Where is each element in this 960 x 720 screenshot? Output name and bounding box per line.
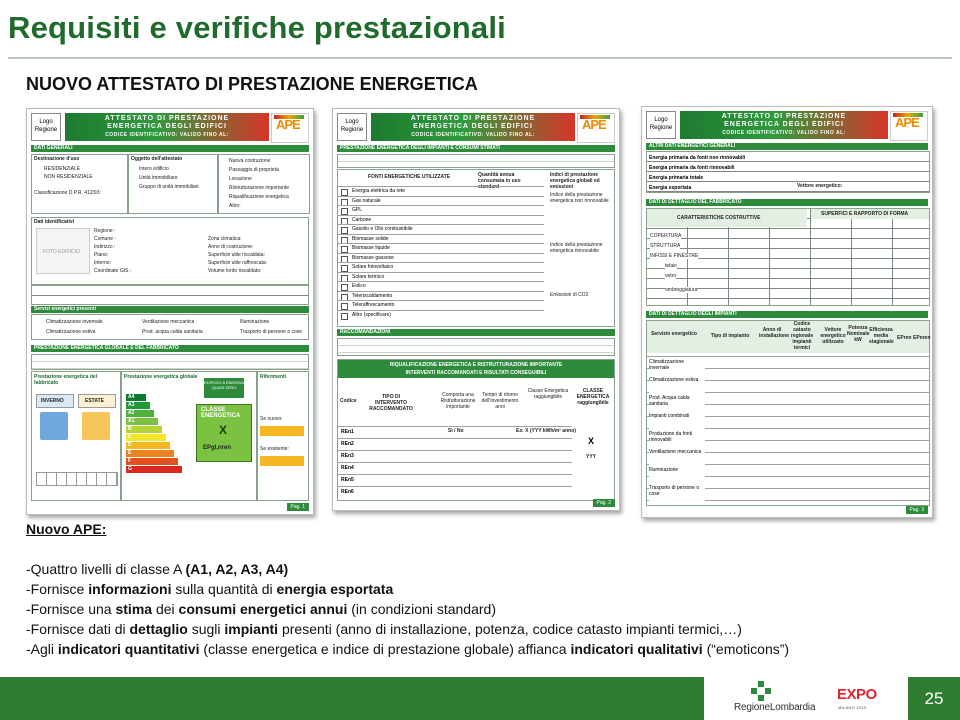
summary-line-5 <box>26 639 956 659</box>
regione-lombardia-logo-icon <box>751 681 771 701</box>
fonte-checkbox[interactable] <box>341 313 348 320</box>
residenziale-label: RESIDENZIALE <box>44 166 81 172</box>
ep-label: EPgl,nren <box>203 445 232 451</box>
band-line-2: ENERGETICA DEGLI EDIFICI <box>724 121 844 128</box>
band-line-1: ATTESTATO DI PRESTAZIONE <box>721 113 847 120</box>
title-divider <box>8 57 952 59</box>
foto-label: FOTO EDIFICIO <box>43 249 80 255</box>
col-tempo: Tempo di ritorno dell'investimento anni <box>481 392 519 410</box>
energy-class-bar: A1 <box>126 418 158 425</box>
l5-a: -Agli <box>26 641 58 657</box>
energy-class-bar: F <box>126 458 178 465</box>
expo-sub: MILANO 2015 <box>838 705 867 710</box>
motivazione-box <box>218 154 310 214</box>
fonte-label: Teleriscaldamento <box>352 292 393 299</box>
l3-d: consumi energetici annui <box>178 601 348 617</box>
energia-row: Energia esportata <box>649 185 692 191</box>
section-dettaglio-fabbricato: DATI DI DETTAGLIO DEL FABBRICATO <box>646 199 928 206</box>
summary-line-4 <box>26 619 956 639</box>
nuovo-ape-summary <box>26 519 956 659</box>
volume-label: Volume lordo riscaldato: <box>208 268 262 274</box>
riferimenti-label: Riferimenti <box>260 374 287 380</box>
illuminazione-label: Illuminazione <box>240 319 270 325</box>
fonte-label: Altro (specificare) <box>352 311 391 318</box>
clim-inv-label: Climatizzazione invernale <box>46 319 103 325</box>
superficie-raff-label: Superficie utile raffrescata: <box>208 260 268 266</box>
fonte-row <box>338 186 544 196</box>
nuova-costruzione-label: Nuova costruzione <box>229 158 271 164</box>
struttura-label: STRUTTURA <box>650 243 681 249</box>
riqualificazione-table <box>337 359 615 501</box>
band-code: CODICE IDENTIFICATIVO: VALIDO FINO AL: <box>105 132 229 138</box>
acqua-label: Prod. acqua calda sanitaria <box>142 329 203 335</box>
altro-label: Altro: <box>229 203 241 209</box>
col-quantita: Quantità annua consumata in uso standard <box>478 172 521 190</box>
fonte-row <box>338 205 544 215</box>
logo-regione-placeholder: Logo Regione <box>31 113 61 141</box>
fabbricato-label: Prestazione energetica del fabbricato <box>34 374 98 386</box>
col-potenza: Potenza Nominale kW <box>847 325 870 343</box>
band-code: CODICE IDENTIFICATIVO: VALIDO FINO AL: <box>411 132 535 138</box>
col-efficienza: Efficienza media stagionale <box>869 327 894 345</box>
fonti-list <box>338 186 544 319</box>
classificazione-label: Classificazione D.P.R. 412/93: <box>34 190 101 196</box>
energy-class-bar: G <box>126 466 182 473</box>
section-altri-dati: ALTRI DATI ENERGETICI GENERALI <box>646 143 928 150</box>
servizi-box <box>31 314 309 340</box>
superficie-risc-label: Superficie utile riscaldata: <box>208 252 265 258</box>
inverno-panel <box>36 394 74 408</box>
ape-logo-2 <box>577 113 615 143</box>
house-winter-icon <box>40 412 68 440</box>
interno-label: Interno: <box>94 260 111 266</box>
riqualificazione-label: Riqualificazione energetica <box>229 194 289 200</box>
fonte-label: Solare termico <box>352 273 385 280</box>
intervento-row: REn2 <box>338 438 572 450</box>
col-vettore: Vettore energetico utilizzato <box>820 327 846 345</box>
destinazione-label: Destinazione d'uso <box>34 156 80 162</box>
fonte-row <box>338 224 544 234</box>
fonte-row <box>338 300 544 310</box>
energy-class-bar: B <box>126 426 162 433</box>
l1-a: -Quattro livelli di classe A <box>26 561 186 577</box>
fonte-row <box>338 262 544 272</box>
piano-label: Piano: <box>94 252 109 258</box>
raccomandazioni-description <box>337 338 615 356</box>
se-esistente-bar <box>260 456 304 466</box>
fonte-row <box>338 272 544 282</box>
edificio-zero-badge: EDIFICIO A ENERGIA QUASI ZERO <box>204 378 244 398</box>
slide-number: 25 <box>924 689 944 708</box>
l5-b: indicatori quantitativi <box>57 641 200 657</box>
telaio-label: telaio <box>665 263 677 269</box>
servizio-row: Produzione da fonti rinnovabili <box>649 429 705 447</box>
fonte-label: GPL <box>352 207 363 213</box>
riqualificazione-title: RIQUALIFICAZIONE ENERGETICA E RISTRUTTURAZIONE IMPORTANTE <box>389 362 563 368</box>
col-servizio: Servizio energetico <box>651 331 697 337</box>
band-line-2: ENERGETICA DEGLI EDIFICI <box>107 123 227 130</box>
fonti-table <box>337 169 615 327</box>
fonte-label: Biomasse solide <box>352 235 389 242</box>
fonte-label: Solare fotovoltaico <box>352 264 394 270</box>
servizio-row: Impianti combinati <box>649 411 705 429</box>
l3-c: dei <box>152 601 179 617</box>
l2-c: sulla quantità di <box>171 581 277 597</box>
fonte-label: Gas naturale <box>352 197 381 204</box>
l4-e: presenti (anno di installazione, potenza, codice catasto impianti termici,…) <box>278 621 742 637</box>
fonte-row <box>338 215 544 225</box>
energy-class-bar: A3 <box>126 402 150 409</box>
impianti-table <box>646 320 930 506</box>
prestazione-description <box>31 354 309 370</box>
servizio-row: Climatizzazione estiva <box>649 375 705 393</box>
classe-label: CLASSE ENERGETICA <box>201 407 241 419</box>
col-tipo: TIPO DI INTERVENTO RACCOMANDATO <box>369 394 413 412</box>
ape-page-3 <box>641 106 933 518</box>
trasporto-label: Trasporto di persone o cose <box>240 329 303 335</box>
ape-logo-text: APE <box>276 117 300 132</box>
energia-row: Energia primaria totale <box>649 175 704 181</box>
summary-heading: Nuovo APE: <box>26 521 107 537</box>
infissi-label: INFISSI E FINESTRE <box>650 253 699 259</box>
globale-box <box>121 371 257 501</box>
energy-class-scale <box>126 394 182 474</box>
estate-panel <box>78 394 116 408</box>
col-anno: Anno di installazione <box>759 327 790 339</box>
altri-dati-table <box>646 151 930 193</box>
col-epnren: EPnren <box>913 335 931 341</box>
l3-e: (in condizioni standard) <box>347 601 496 617</box>
ape-page-2 <box>332 108 620 511</box>
copertura-label: COPERTURA <box>650 233 682 239</box>
logo-regione-placeholder-2: Logo Regione <box>337 113 367 141</box>
es-example: Es: X (YYY kWh/m² anno) <box>516 428 576 434</box>
passaggio-label: Passaggio di proprietà <box>229 167 279 173</box>
page-tag-1: Pag. 1 <box>287 503 309 511</box>
expo-wordmark: EXPO <box>837 686 877 703</box>
l2-d: energia esportata <box>276 581 394 597</box>
band-line-1: ATTESTATO DI PRESTAZIONE <box>410 115 536 122</box>
expo-logo <box>837 686 877 703</box>
fonte-row <box>338 196 544 206</box>
fonte-row <box>338 310 544 320</box>
l1-b: (A1, A2, A3, A4) <box>185 561 289 577</box>
col-comporta: Comporta una Ristrutturazione importante <box>440 392 476 410</box>
l5-d: indicatori qualitativi <box>570 641 703 657</box>
fonte-label: Gasolio e Olio combustibile <box>352 226 413 232</box>
l3-a: -Fornisce una <box>26 601 116 617</box>
form-header-2 <box>337 113 615 143</box>
servizi-list <box>649 357 705 501</box>
inverno-label: INVERNO <box>41 398 64 404</box>
riferimenti-box <box>257 371 309 501</box>
slide-title: Requisiti e verifiche prestazionali <box>8 10 506 45</box>
slide-subtitle: NUOVO ATTESTATO DI PRESTAZIONE ENERGETICA <box>26 74 478 94</box>
vetro-label: vetro <box>665 273 677 279</box>
se-nuovo-label: Se nuovo: <box>260 416 283 422</box>
fonte-label: Biomasse liquide <box>352 245 390 251</box>
fonte-row <box>338 243 544 253</box>
fonte-row <box>338 253 544 263</box>
form-header <box>31 113 309 143</box>
l2-b: informazioni <box>88 581 172 597</box>
fonte-label: Eolico <box>352 283 366 289</box>
energy-class-bar: C <box>126 434 166 441</box>
intervento-row: REn1 <box>338 426 572 438</box>
ape-logo-text: APE <box>582 117 606 132</box>
caratteristiche-label: CARATTERISTICHE COSTRUTTIVE <box>677 215 761 221</box>
ape-logo-3 <box>890 111 928 141</box>
col-tipo-impianto: Tipo di impianto <box>710 333 750 339</box>
energy-class-bar: E <box>126 450 174 457</box>
col-classe: Classe Energetica raggiungibile <box>527 388 569 400</box>
yyy: YYY <box>586 454 597 460</box>
band-line-2: ENERGETICA DEGLI EDIFICI <box>413 123 533 130</box>
col-indici: Indici di prestazione energetica globali ed emissioni <box>550 172 600 190</box>
oggetto-label: Oggetto dell'attestato <box>131 156 183 162</box>
l4-d: impianti <box>224 621 279 637</box>
intervento-row: REn4 <box>338 462 572 474</box>
band-code: CODICE IDENTIFICATIVO: VALIDO FINO AL: <box>722 130 846 136</box>
vettore-label: Vettore energetico: <box>797 183 843 189</box>
col-codice: Codice <box>340 398 357 404</box>
globale-label: Prestazione energetica globale <box>124 374 198 380</box>
si-no: Sì / No <box>448 428 464 434</box>
ape-logo <box>271 113 309 143</box>
superfici-label: SUPERFICI E RAPPORTO DI FORMA <box>821 211 909 217</box>
col-classe2: CLASSE ENERGETICA raggiungibile <box>576 388 610 406</box>
destinazione-box <box>31 154 128 214</box>
clim-est-label: Climatizzazione estiva <box>46 329 96 335</box>
riqualificazione-header <box>338 360 614 378</box>
indice-rinn: Indice della prestazione energetica rinnovabile <box>550 242 603 254</box>
riqualificazione-sub: INTERVENTI RACCOMANDATI E RISULTATI CONSEGUIBILI <box>405 370 547 376</box>
indirizzo-label: Indirizzo : <box>94 244 116 250</box>
fonte-label: Carbone <box>352 216 372 223</box>
summary-line-3 <box>26 599 956 619</box>
section-prestazione-impianti: PRESTAZIONE ENERGETICA DEGLI IMPIANTI E CONSUMI STIMATI <box>337 145 615 152</box>
se-nuovo-bar <box>260 426 304 436</box>
section-prestazione: PRESTAZIONE ENERGETICA GLOBALE E DEL FABBRICATO <box>31 345 309 352</box>
band-line-1: ATTESTATO DI PRESTAZIONE <box>104 115 230 122</box>
form-title-band <box>65 113 269 141</box>
zona-label: Zona climatica: <box>208 236 242 242</box>
locazione-label: Locazione <box>229 176 252 182</box>
fabbricato-table <box>646 208 930 306</box>
dati-identificativi-label: Dati identificativi <box>34 219 75 225</box>
anno-label: Anno di costruzione: <box>208 244 254 250</box>
catasto-table <box>31 285 309 305</box>
caratteristiche-header <box>647 209 807 227</box>
unita-immobiliare-label: Unità immobiliare <box>139 175 178 181</box>
impianti-header-row <box>647 321 929 353</box>
section-dati-generali: DATI GENERALI <box>31 145 309 152</box>
fonte-label: Teleraffrescamento <box>352 302 395 308</box>
l4-c: sugli <box>187 621 225 637</box>
ombreggiatura-label: ombreggiatura <box>665 287 698 293</box>
servizio-row: Prod. Acqua calda sanitaria <box>649 393 705 411</box>
classe-x: X <box>588 436 595 446</box>
estate-label: ESTATE <box>85 398 104 404</box>
fonte-row <box>338 291 544 301</box>
summary-line-1 <box>26 559 956 579</box>
col-fonti: FONTI ENERGETICHE UTILIZZATE <box>368 174 451 180</box>
col-epren: EPren <box>897 335 912 341</box>
ape-logo-text: APE <box>895 115 919 130</box>
energy-class-bar: A2 <box>126 410 154 417</box>
foto-edificio-placeholder <box>36 228 90 274</box>
regione-lombardia-wordmark: RegioneLombardia <box>734 702 816 713</box>
l4-b: dettaglio <box>129 621 188 637</box>
section-servizi: Servizi energetici presenti <box>31 306 309 313</box>
form-title-band-3 <box>680 111 888 139</box>
intervento-row: REn6 <box>338 486 572 498</box>
emoticons-row <box>36 472 118 486</box>
dati-identificativi-box <box>31 217 309 285</box>
fonte-label: Biomasse gassose <box>352 254 394 261</box>
comune-label: Comune : <box>94 236 116 242</box>
servizio-row: Climatizzazione invernale <box>649 357 705 375</box>
gruppo-label: Gruppo di unità immobiliari <box>139 184 199 190</box>
servizio-row: Illuminazione <box>649 465 705 483</box>
oggetto-box <box>128 154 218 214</box>
regione-label: Regione : <box>94 228 116 234</box>
energia-row: Energia primaria da fonti rinnovabili <box>649 165 735 171</box>
l2-a: -Fornisce <box>26 581 89 597</box>
se-esistente-label: Se esistente: <box>260 446 289 452</box>
fonte-row <box>338 234 544 244</box>
form-header-3 <box>646 111 928 141</box>
classe-energetica-panel <box>196 404 252 462</box>
emissioni: Emissioni di CO2 <box>550 292 589 298</box>
intero-edificio-label: Intero edificio <box>139 166 169 172</box>
page-tag-3: Pag. 3 <box>906 506 928 514</box>
l4-a: -Fornisce dati di <box>26 621 130 637</box>
energy-class-bar: D <box>126 442 170 449</box>
fonte-row <box>338 281 544 291</box>
non-residenziale-label: NON RESIDENZIALE <box>44 174 93 180</box>
classe-value: X <box>219 423 228 437</box>
ristrutturazione-label: Ristrutturazione importante <box>229 185 290 191</box>
logo-regione-placeholder-3: Logo Regione <box>646 111 676 139</box>
section-raccomandazioni: RACCOMANDAZIONI <box>337 329 615 336</box>
superfici-header <box>811 209 929 219</box>
servizio-row: Trasporto di persone o cose <box>649 483 705 501</box>
energia-row: Energia primaria da fonti non rinnovabili <box>649 155 746 161</box>
energy-class-bar: A4 <box>126 394 146 401</box>
footer-logos <box>704 677 908 720</box>
ape-page-1 <box>26 108 314 515</box>
codes-list <box>338 426 572 498</box>
l5-e: (“emoticons”) <box>702 641 790 657</box>
section-dettaglio-impianti: DATI DI DETTAGLIO DEGLI IMPIANTI <box>646 311 928 318</box>
fonte-label: Energia elettrica da rete <box>352 188 406 194</box>
l3-b: stima <box>115 601 153 617</box>
coordinate-label: Coordinate GIS : <box>94 268 132 274</box>
intervento-row: REn3 <box>338 450 572 462</box>
servizio-row: Ventilazione meccanica <box>649 447 705 465</box>
house-summer-icon <box>82 412 110 440</box>
fabbricato-box <box>31 371 121 501</box>
page-tag-2: Pag. 2 <box>593 499 615 507</box>
form-title-band-2 <box>371 113 575 141</box>
intervento-row: REn5 <box>338 474 572 486</box>
ventilazione-label: Ventilazione meccanica <box>142 319 195 325</box>
l5-c: (classe energetica e indice di prestazione globale) affianca <box>199 641 571 657</box>
col-codice-catasto: Codice catasto regionale impianti termici <box>790 321 814 351</box>
summary-line-2 <box>26 579 956 599</box>
impianti-description <box>337 154 615 168</box>
indice-nonrinn: Indice della prestazione energetica non rinnovabile <box>550 192 609 204</box>
